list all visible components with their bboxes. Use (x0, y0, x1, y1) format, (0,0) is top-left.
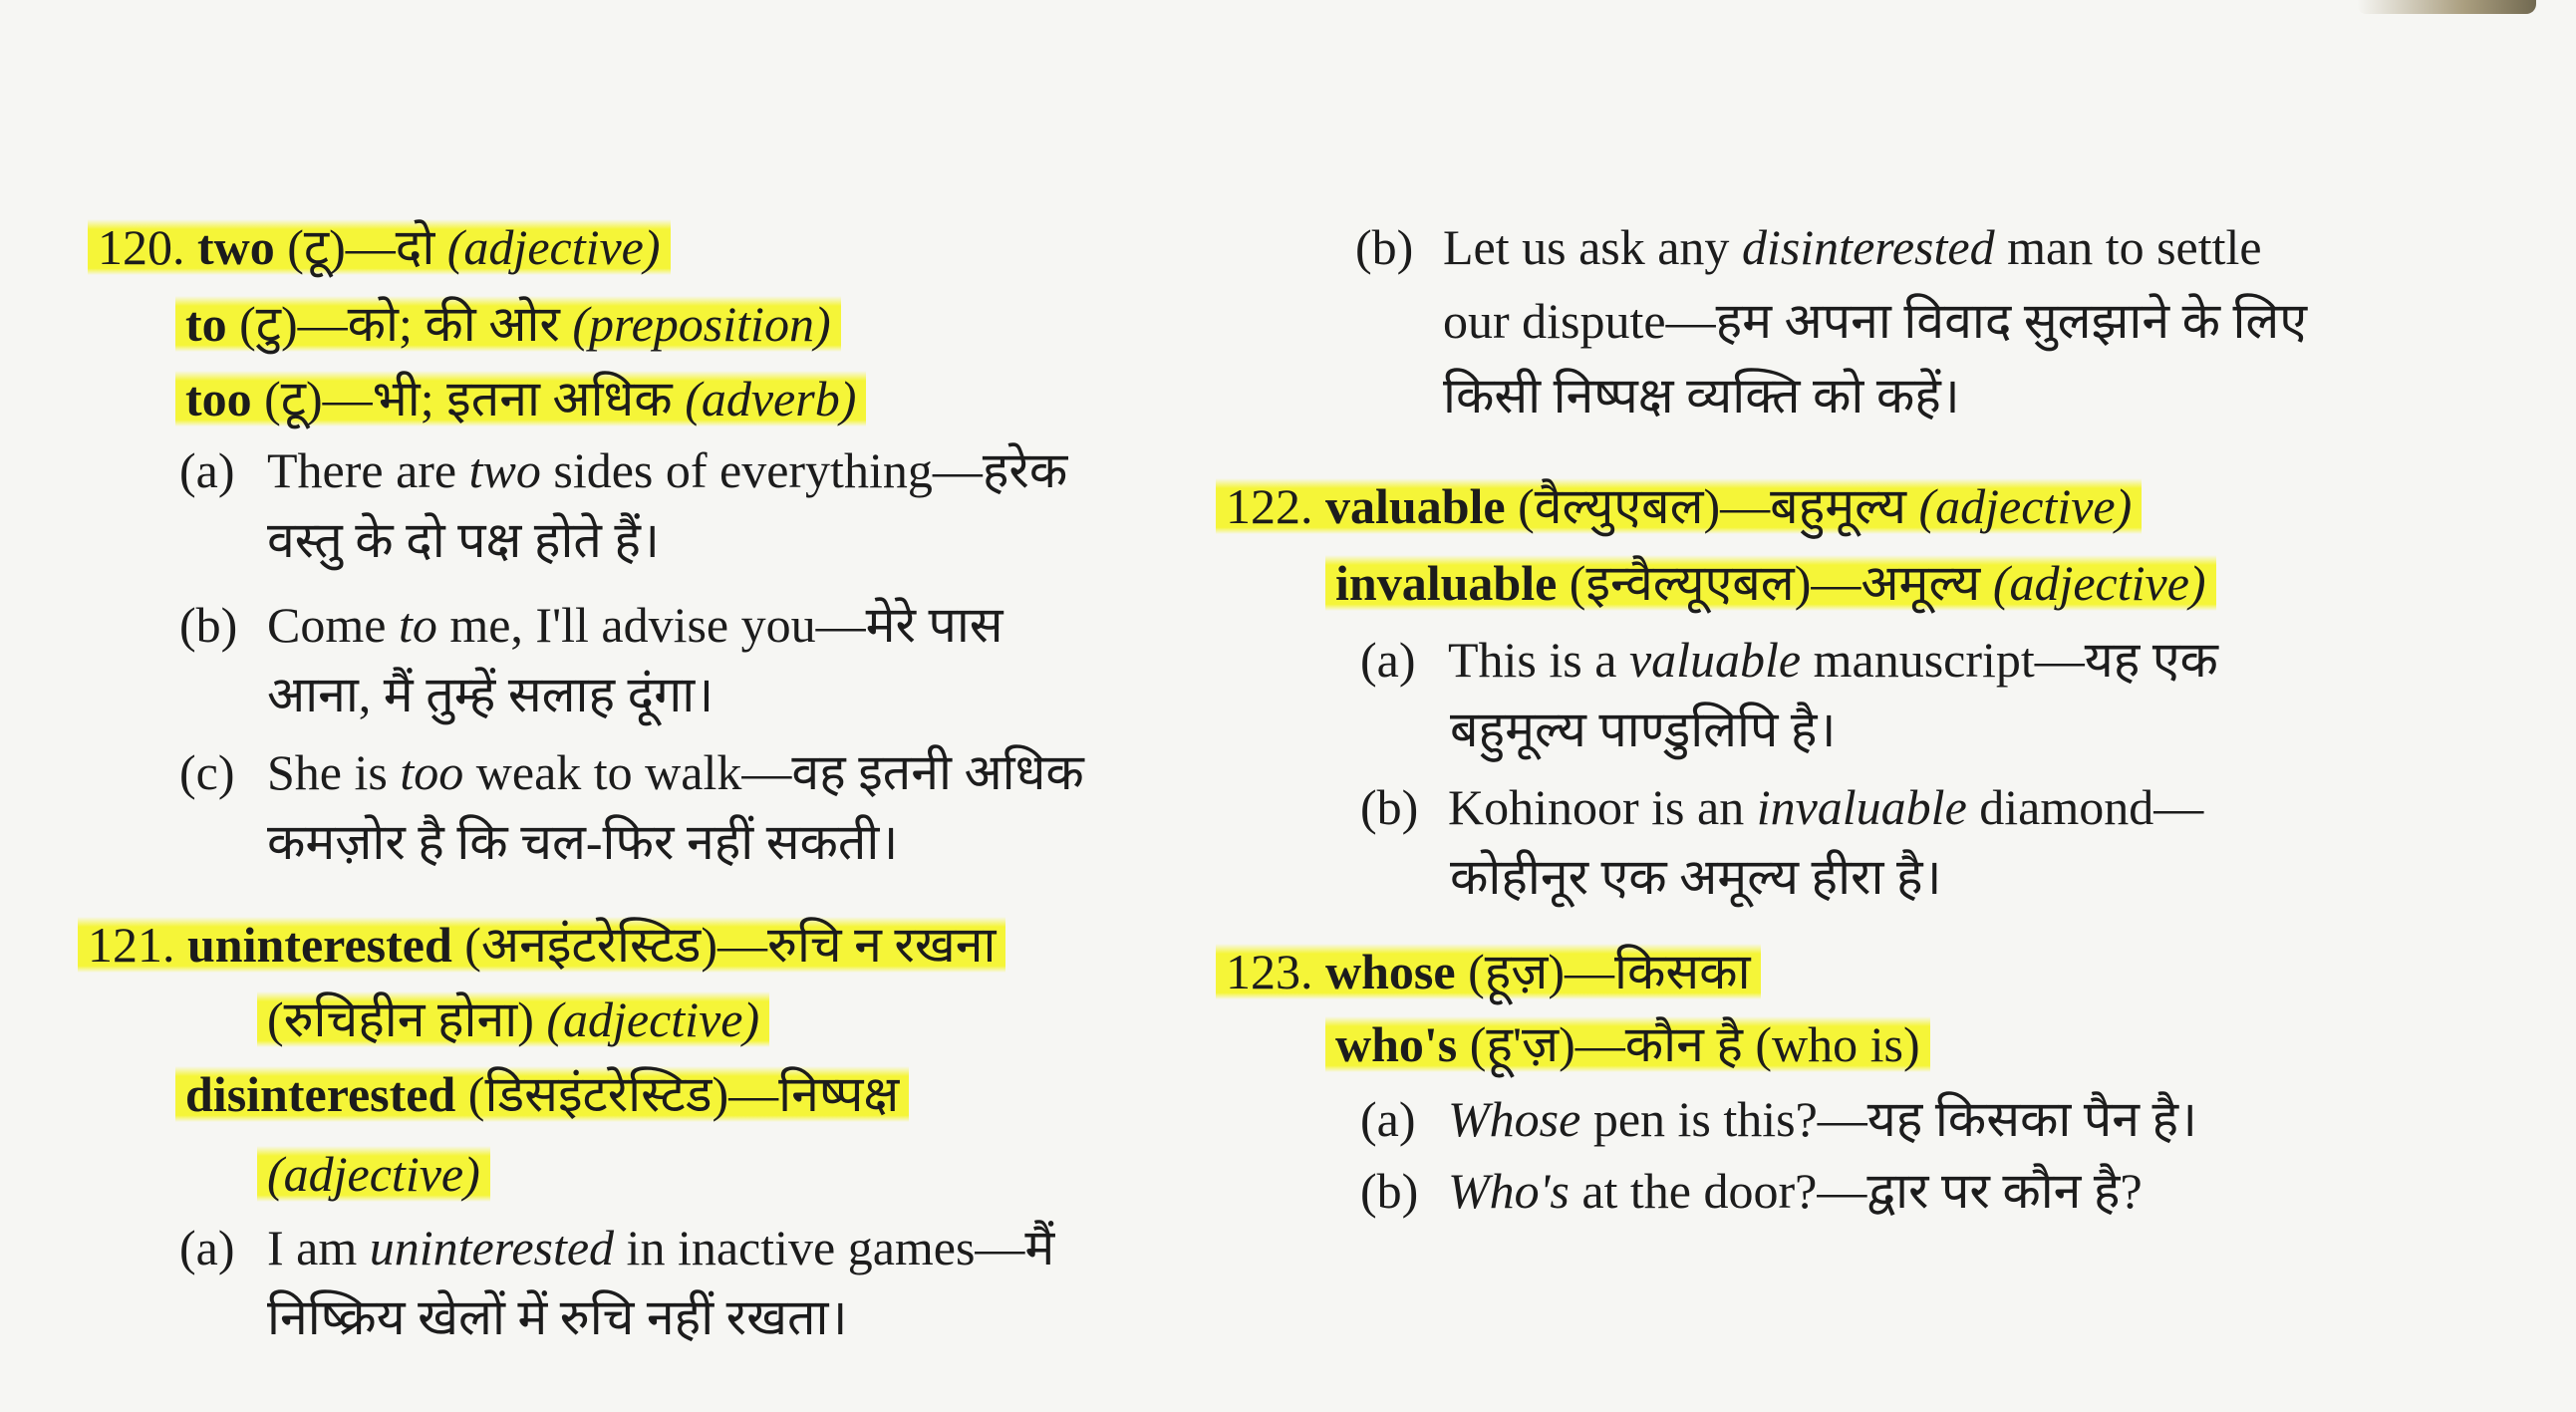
headword: valuable (1325, 478, 1506, 534)
pronunciation-meaning: (हूज़)—किसका (1468, 944, 1751, 999)
part-of-speech: (adjective) (446, 219, 661, 275)
example-121-a: (a) I am uninterested in inactive games—मैं (179, 1220, 1055, 1275)
pronunciation-meaning: (टु)—को; की ओर (239, 296, 560, 352)
pronunciation-meaning: (अनइंटरेस्टिड)—रुचि न रखना (464, 917, 997, 973)
part-of-speech: (adjective) (1992, 555, 2206, 611)
example-label: (b) (1360, 779, 1419, 835)
example-122-a-cont: बहुमूल्य पाण्डुलिपि है। (1450, 702, 1837, 757)
pronunciation-meaning: (डिसइंटरेस्टिड)—निष्पक्ष (467, 1066, 900, 1122)
example-120-c-cont: कमज़ोर है कि चल-फिर नहीं सकती। (267, 814, 899, 870)
entry-122-line-2 (1325, 553, 2216, 613)
entry-number: 121. (88, 917, 175, 973)
example-120-a-cont: वस्तु के दो पक्ष होते हैं। (267, 512, 660, 568)
pronunciation-meaning: (हू'ज़)—कौन है (1469, 1016, 1743, 1072)
headword: to (185, 296, 227, 352)
part-of-speech: (adjective) (267, 1146, 480, 1202)
example-120-b: (b) Come to me, I'll advise you—मेरे पास (179, 597, 1003, 653)
entry-121-line-1 (78, 915, 1005, 975)
pronunciation-meaning: (टू)—भी; इतना अधिक (264, 371, 673, 426)
page-corner-mark (2357, 0, 2536, 14)
example-121-b-cont-2: किसी निष्पक्ष व्यक्ति को कहें। (1443, 368, 1960, 424)
example-122-b: (b) Kohinoor is an invaluable diamond— (1360, 779, 2204, 835)
example-120-b-cont: आना, मैं तुम्हें सलाह दूंगा। (267, 667, 715, 722)
pronunciation-meaning: (वैल्युएबल)—बहुमूल्य (1518, 478, 1906, 534)
entry-121-line-2 (257, 989, 769, 1049)
entry-number: 123. (1226, 944, 1313, 999)
example-122-b-cont: कोहीनूर एक अमूल्य हीरा है। (1450, 849, 1942, 905)
example-label: (b) (1355, 219, 1414, 275)
entry-120-line-1 (88, 217, 671, 277)
pronunciation-meaning: (इन्वैल्यूएबल)—अमूल्य (1569, 555, 1981, 611)
example-123-a: (a) Whose pen is this?—यह किसका पैन है। (1360, 1091, 2197, 1147)
example-label: (b) (1360, 1163, 1419, 1219)
entry-121-line-4 (257, 1144, 490, 1204)
entry-123-line-2 (1325, 1014, 1930, 1074)
example-120-c: (c) She is too weak to walk—वह इतनी अधिक (179, 744, 1084, 800)
entry-122-line-1 (1216, 476, 2142, 536)
headword: invaluable (1335, 555, 1558, 611)
example-label: (b) (179, 597, 238, 653)
example-label: (c) (179, 744, 235, 800)
example-121-b: (b) Let us ask any disinterested man to settle (1355, 219, 2262, 275)
meaning-cont: (रुचिहीन होना) (267, 991, 534, 1047)
headword: whose (1325, 944, 1456, 999)
expansion: (who is) (1755, 1016, 1920, 1072)
part-of-speech: (adjective) (1918, 478, 2133, 534)
part-of-speech: (preposition) (572, 296, 831, 352)
part-of-speech: (adjective) (546, 991, 760, 1047)
example-label: (a) (179, 442, 235, 498)
part-of-speech: (adverb) (685, 371, 857, 426)
headword: two (197, 219, 275, 275)
example-121-a-cont: निष्क्रिय खेलों में रुचि नहीं रखता। (267, 1289, 848, 1345)
example-121-b-cont-1: our dispute—हम अपना विवाद सुलझाने के लिए (1443, 293, 2307, 349)
entry-123-line-1 (1216, 942, 1761, 1001)
example-label: (a) (1360, 1091, 1416, 1147)
headword: uninterested (187, 917, 452, 973)
pronunciation-meaning: (टू)—दो (287, 219, 435, 275)
headword: too (185, 371, 252, 426)
entry-number: 122. (1226, 478, 1313, 534)
entry-120-line-2 (175, 294, 841, 354)
example-120-a: (a) There are two sides of everything—हरेक (179, 442, 1068, 498)
example-122-a: (a) This is a valuable manuscript—यह एक (1360, 632, 2218, 688)
example-label: (a) (179, 1220, 235, 1275)
example-label: (a) (1360, 632, 1416, 688)
example-123-b: (b) Who's at the door?—द्वार पर कौन है? (1360, 1163, 2143, 1219)
entry-number: 120. (98, 219, 185, 275)
headword: who's (1335, 1016, 1458, 1072)
headword: disinterested (185, 1066, 456, 1122)
entry-121-line-3 (175, 1064, 909, 1124)
entry-120-line-3 (175, 369, 866, 428)
